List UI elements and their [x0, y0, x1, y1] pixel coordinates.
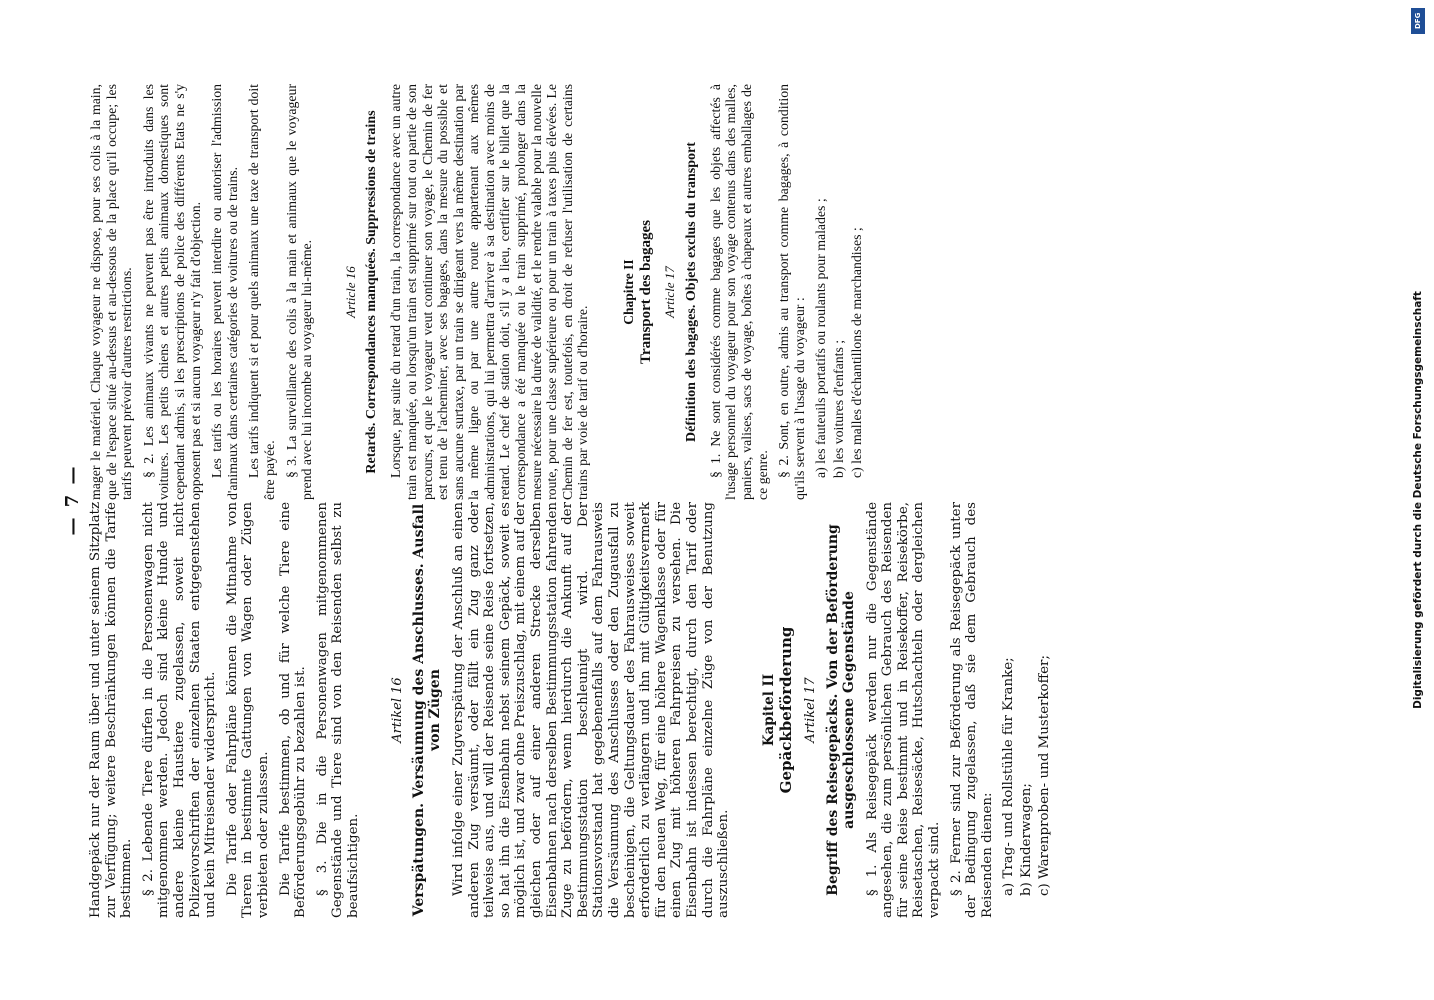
- german-section-3: § 3. Die in die Personenwagen mitgenommenen Gegenstände und Tiere sind von den Reisenden selbst zu beaufsichtigen.: [314, 502, 361, 918]
- german-list-item-a: a) Trag- und Rollstühle für Kranke;: [1001, 657, 1017, 896]
- digitization-credit-strip: [1404, 0, 1432, 1000]
- french-column: [88, 84, 866, 500]
- german-intro-paragraph: Handgepäck nur der Raum über und unter seinem Sitzplatz zur Verfügung; weitere Beschränkungen können die Tarife bestimmen.: [88, 502, 135, 918]
- dfg-logo: DFG: [1411, 8, 1425, 34]
- french-article-17-section-2: § 2. Sont, en outre, admis au transport comme bagages, à condition qu'ils servent à l'usage du voyageur :: [776, 84, 807, 500]
- french-article-16-number: Article 16: [342, 266, 358, 318]
- german-list-item-b: b) Kinderwagen;: [1018, 783, 1034, 896]
- german-section-2: § 2. Lebende Tiere dürfen in die Personenwagen nicht mitgenommen werden. Jedoch sind kleine Hunde und andere kleine Haustiere zugelassen, soweit nicht Polizeivorschriften der einzelnen Staaten entgegenstehen und kein Mitreisender widerspricht.: [140, 502, 219, 918]
- french-section-2b: Les tarifs ou les horaires peuvent interdire ou autoriser l'admission d'animaux dans certaines catégories de voitures ou de trains.: [209, 84, 240, 500]
- french-list-item-b: b) les voitures d'enfants ;: [830, 339, 846, 478]
- german-article-17-section-1: § 1. Als Reisegepäck werden nur die Gegenstände angesehen, die zum persönlichen Gebrauch des Reisenden für seine Reise bestimmt und in Reisekoffer, Reisekörbe, Reisetaschen, Reisesäcke, Hutschachteln oder dergleichen verpackt sind.: [864, 502, 942, 918]
- german-section-2b: Die Tarife oder Fahrpläne können die Mitnahme von Tieren in bestimmte Gattungen von Wagen oder Zügen verbieten oder zulassen.: [224, 502, 271, 918]
- french-section-3: § 3. La surveillance des colis à la main et animaux que le voyageur prend avec lui incombe au voyageur lui-même.: [283, 84, 315, 500]
- german-section-2c: Die Tarife bestimmen, ob und für welche Tiere eine Beförderungsgebühr zu bezahlen ist.: [277, 502, 309, 918]
- french-article-17-number: Article 17: [662, 266, 678, 318]
- german-article-16-number: Artikel 16: [389, 677, 405, 743]
- french-article-17-title: Définition des bagages. Objets exclus du transport: [683, 142, 699, 442]
- french-section-2c: Les tarifs indiquent si et pour quels animaux une taxe de transport doit être payée.: [246, 84, 277, 500]
- german-column: [88, 502, 1054, 918]
- german-article-17-title: Begriff des Reisegepäcks. Von der Beförderung ausgeschlossene Gegenstände: [824, 524, 857, 896]
- german-article-16-text: Wird infolge einer Zugverspätung der Anschluß an einen anderen Zug versäumt, oder fällt ein Zug ganz oder teilweise aus, und will der Reisende seine Reise fortsetzen, so hat ihn die Eisenbahn nebst seinem Gepäck, soweit es möglich ist, und zwar ohne Preiszuschlag, mit einem auf der gleichen oder auf einer anderen Strecke derselben Eisenbahnen nach derselben Bestimmungsstation fahrenden Zuge zu befördern, wenn hierdurch die Ankunft auf der Bestimmungsstation beschleunigt wird. Der Stationsvorstand hat gegebenenfalls auf dem Fahrausweis die Versäumung des Anschlusses oder den Zugausfall zu bescheinigen, die Geltungsdauer des Fahrausweises soweit erforderlich zu verlängern und ihn mit Gültigkeitsvermerk für den neuen Weg, für eine höhere Wagenklasse oder für einen Zug mit höheren Fahrpreisen zu versehen. Die Eisenbahn ist indessen berechtigt, durch den Tarif oder durch die Fahrpläne einzelne Züge von der Benutzung auszuschließen.: [451, 502, 732, 918]
- digitization-credit-text: Digitalisierung gefördert durch die Deutsche Forschungsgemeinschaft: [1412, 291, 1424, 709]
- french-article-16-title: Retards. Correspondances manquées. Suppressions de trains: [364, 110, 380, 474]
- french-list-item-a: a) les fauteuils portatifs ou roulants pour malades ;: [813, 198, 829, 478]
- french-chapter-title: Transport des bagages: [637, 220, 654, 364]
- french-section-2: § 2. Les animaux vivants ne peuvent pas être introduits dans les voitures. Les petits chiens et autres petits animaux domestiques sont cependant admis, si les prescriptions de police des différents Etats ne s'y opposent pas et si aucun voyageur n'y fait d'objection.: [140, 84, 203, 500]
- german-chapter-number: Kapitel II: [760, 673, 777, 747]
- german-chapter-title: Gepäckbeförderung: [777, 626, 796, 794]
- french-list-item-c: c) les malles d'échantillons de marchandises ;: [848, 227, 864, 478]
- french-chapter-number: Chapitre II: [621, 259, 637, 325]
- german-article-17-number: Artikel 17: [802, 677, 818, 743]
- german-article-17-section-2: § 2. Ferner sind zur Beförderung als Reisegepäck unter der Bedingung zugelassen, daß sie dem Gebrauch des Reisenden dienen:: [948, 502, 995, 918]
- page-number: — 7 —: [62, 464, 83, 536]
- french-article-16-text: Lorsque, par suite du retard d'un train, la correspondance avec un autre train est manquée, ou lorsqu'un train est supprimé sur tout ou partie de son parcours, et que le voyageur veut continuer son voyage, le Chemin de fer est tenu de l'acheminer, avec ses bagages, dans la mesure du possible et sans aucune surtaxe, par un train se dirigeant vers la même destination par la même ligne ou par une autre route appartenant aux mêmes administrations, qui lui permettra d'arriver à sa destination avec moins de retard. Le chef de station doit, s'il y a lieu, certifier sur le billet que la correspondance a été manquée ou le train supprimé, prolonger dans la mesure nécessaire la durée de validité, et le rendre valable pour la nouvelle route, pour une classe supérieure ou pour un train à taxes plus élevées. Le Chemin de fer est, toutefois, en droit de refuser l'utilisation de certains trains par voie de tarif ou d'horaire.: [388, 84, 591, 500]
- french-article-17-section-1: § 1. Ne sont considérés comme bagages que les objets affectés à l'usage personnel du voyageur pour son voyage contenus dans des malles, paniers, valises, sacs de voyage, boîtes à chapeaux et autres emballages de ce genre.: [707, 84, 770, 500]
- german-article-16-title: Verspätungen. Versäumung des Anschlusses. Ausfall von Zügen: [411, 503, 444, 917]
- french-intro-paragraph: mager le matériel. Chaque voyageur ne dispose, pour ses colis à la main, que de l'espace situé au-dessus et au-dessous de la place qu'il occupe; les tarifs peuvent prévoir d'autres restrictions.: [88, 84, 135, 500]
- german-list-item-c: c) Warenproben- und Musterkoffer;: [1036, 655, 1052, 896]
